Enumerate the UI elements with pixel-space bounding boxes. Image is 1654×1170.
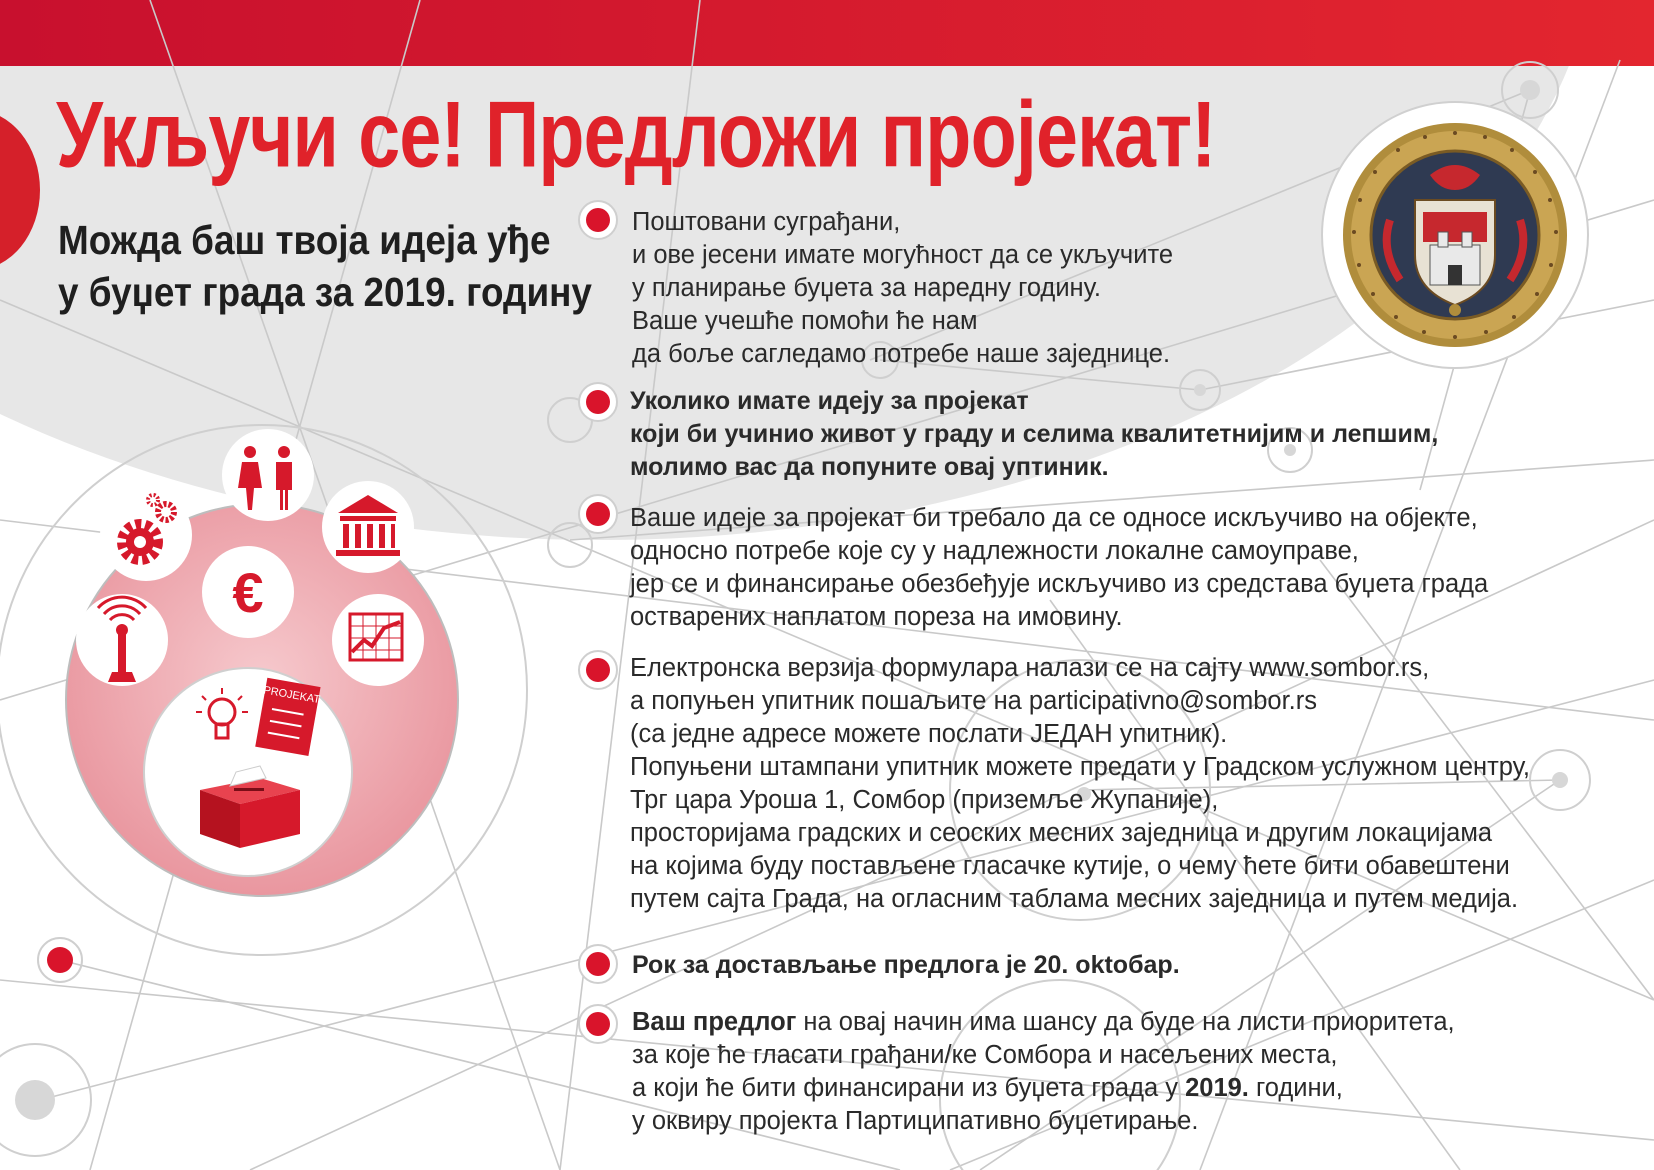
- text-run: години,: [1248, 1074, 1343, 1102]
- city-seal-icon: [1320, 100, 1590, 370]
- text-line: Ваше учешће помоћи ће нам: [632, 307, 978, 335]
- poster-subtitle: [58, 214, 592, 318]
- text-line: [632, 1006, 1455, 1039]
- text-line: остварених наплатом пореза на имовину.: [630, 603, 1123, 631]
- text-line: јер се и финансирање обезбеђује искључиво из средстава буџета града: [630, 570, 1489, 598]
- text-line: просторијама градских и сеоских месних заједница и другим локацијама: [630, 819, 1493, 847]
- bullet-3: [578, 494, 618, 534]
- text-line: на којима буду постављене гласачке кутије, о чему ћете бити обавештени: [630, 852, 1510, 880]
- text-line: а попуњен упитник пошаљите на participativno@sombor.rs: [630, 687, 1318, 715]
- text-line: [632, 1072, 1455, 1105]
- text-line: Уколико имате идеју за пројекат: [630, 387, 1029, 415]
- institution-icon: [322, 481, 414, 573]
- document-label: PROJEKAT: [262, 684, 321, 707]
- chart-icon: [332, 594, 424, 686]
- text-line: молимо вас да попуните овај уптиник.: [630, 453, 1109, 481]
- people-icon: [222, 429, 314, 521]
- poster-title: Укључи се! Предложи пројекат!: [56, 82, 1216, 188]
- priority-paragraph: [632, 1006, 1455, 1138]
- antenna-icon: [76, 594, 168, 686]
- text-line: да боље сагледамо потребе наше заједнице.: [632, 340, 1171, 368]
- text-line: у оквиру пројекта Партиципативно буџетирање.: [632, 1107, 1199, 1135]
- bullet-5: [578, 944, 618, 984]
- bullet-2: [578, 382, 618, 422]
- text-line: који би учинио живот у граду и селима квалитетнијим и лепшим,: [630, 420, 1439, 448]
- text-run: на овај начин има шансу да буде на листи приоритета,: [796, 1008, 1455, 1036]
- idea-paragraph: [630, 385, 1438, 484]
- euro-symbol: €: [232, 561, 264, 624]
- text-line: Трг цара Уроша 1, Сомбор (приземље Жупаније),: [630, 786, 1219, 814]
- text-line: Ваше идеје за пројекат би требало да се односе искључиво на објекте,: [630, 504, 1478, 532]
- scope-paragraph: [630, 502, 1488, 634]
- bullet-6: [578, 1004, 618, 1044]
- text-line: Електронска верзија формулара налази се на сајту www.sombor.rs,: [630, 654, 1430, 682]
- intro-paragraph: [632, 206, 1173, 371]
- text-line: Поштовани суграђани,: [632, 208, 901, 236]
- bullet-1: [578, 200, 618, 240]
- euro-icon: [202, 546, 294, 638]
- text-line: (са једне адресе можете послати ЈЕДАН упитник).: [630, 720, 1228, 748]
- text-run: а који ће бити финансирани из буџета града у: [632, 1074, 1186, 1102]
- bullet-4: [578, 650, 618, 690]
- text-line: за које ће гласати грађани/ке Сомбора и насељених места,: [632, 1041, 1338, 1069]
- submission-paragraph: [630, 652, 1530, 916]
- text-line: односно потребе које су у надлежности локалне самоуправе,: [630, 537, 1359, 565]
- text-bold: Ваш предлог: [632, 1008, 797, 1036]
- subtitle-line-2: у буџет града за 2019. годину: [58, 269, 592, 315]
- text-line: путем сајта Града, на огласним таблама месних заједница и путем медија.: [630, 885, 1519, 913]
- text-line: у планирање буџета за наредну годину.: [632, 274, 1101, 302]
- text-line: Рок за достављање предлога је 20. oktобар.: [632, 951, 1180, 979]
- text-line: и ове јесени имате могућност да се укључите: [632, 241, 1174, 269]
- deadline-paragraph: [632, 949, 1180, 982]
- icon-cluster: [20, 400, 500, 920]
- gears-icon: [100, 489, 192, 581]
- subtitle-line-1: Можда баш твоја идеја уђе: [58, 217, 551, 263]
- text-bold: 2019.: [1185, 1074, 1249, 1102]
- text-line: Попуњени штампани упитник можете предати у Градском услужном центру,: [630, 753, 1530, 781]
